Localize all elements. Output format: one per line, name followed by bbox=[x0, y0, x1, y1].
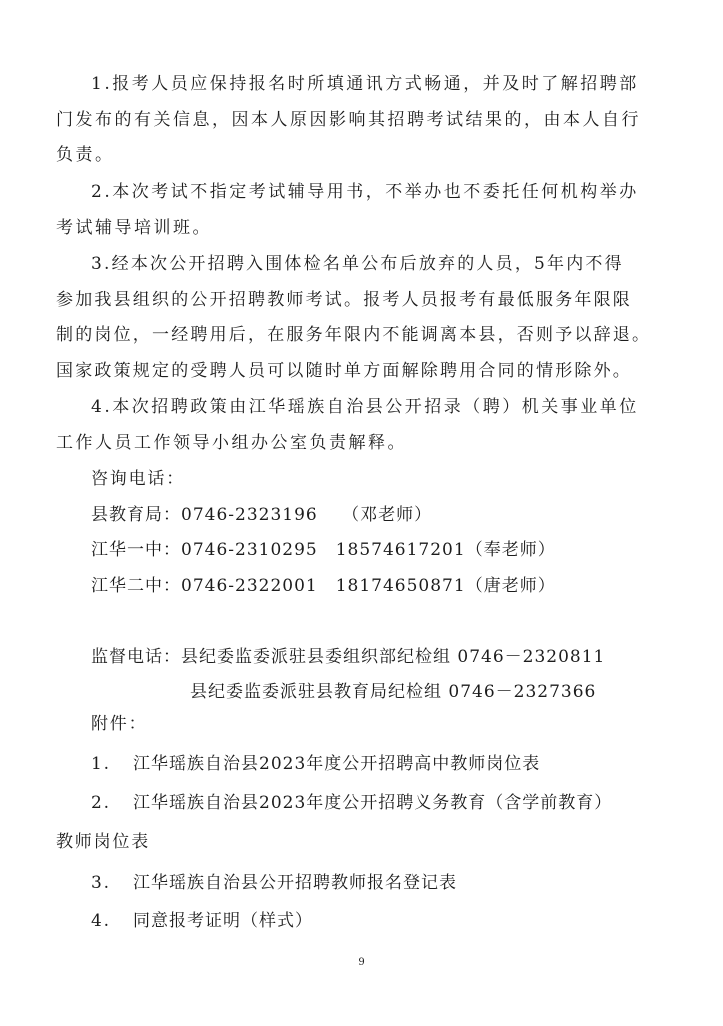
contact-jianghua-no1-middle-school: 江华一中：0746-2310295 18574617201（奉老师） bbox=[91, 540, 556, 560]
attachment-2-title-continued: 教师岗位表 bbox=[56, 832, 150, 852]
paragraph-1-line-2: 门发布的有关信息，因本人原因影响其招聘考试结果的，由本人自行 bbox=[56, 110, 641, 130]
paragraph-3-line-2: 参加我县组织的公开招聘教师考试。报考人员报考有最低服务年限限 bbox=[56, 290, 632, 310]
attachment-1-title: 江华瑶族自治县2023年度公开招聘高中教师岗位表 bbox=[133, 754, 541, 774]
attachment-3-title: 江华瑶族自治县公开招聘教师报名登记表 bbox=[133, 873, 457, 893]
paragraph-4-line-2: 工作人员工作领导小组办公室负责解释。 bbox=[56, 433, 407, 453]
consultation-label: 咨询电话： bbox=[91, 469, 185, 489]
contact-county-education-bureau: 县教育局：0746-2323196 （邓老师） bbox=[91, 505, 433, 525]
attachment-3-number: 3. bbox=[91, 873, 111, 893]
paragraph-3-line-4: 国家政策规定的受聘人员可以随时单方面解除聘用合同的情形除外。 bbox=[56, 361, 632, 381]
paragraph-3-line-3: 制的岗位，一经聘用后，在服务年限内不能调离本县，否则予以辞退。 bbox=[56, 325, 652, 345]
attachment-2-number: 2. bbox=[91, 793, 111, 813]
paragraph-2-line-1: 2.本次考试不指定考试辅导用书，不举办也不委托任何机构举办 bbox=[91, 182, 639, 202]
attachment-1-number: 1. bbox=[91, 754, 111, 774]
attachment-4-number: 4. bbox=[91, 911, 111, 931]
attachment-4-title: 同意报考证明（样式） bbox=[133, 911, 313, 931]
paragraph-4-line-1: 4.本次招聘政策由江华瑶族自治县公开招录（聘）机关事业单位 bbox=[91, 397, 639, 417]
paragraph-1-line-3: 负责。 bbox=[56, 145, 115, 165]
supervision-line-2: 县纪委监委派驻县教育局纪检组 0746－2327366 bbox=[190, 682, 597, 702]
page-number: 9 bbox=[358, 957, 365, 968]
paragraph-3-line-1: 3.经本次公开招聘入围体检名单公布后放弃的人员，5年内不得 bbox=[91, 254, 624, 274]
contact-jianghua-no2-middle-school: 江华二中：0746-2322001 18174650871（唐老师） bbox=[91, 576, 556, 596]
attachment-2-title: 江华瑶族自治县2023年度公开招聘义务教育（含学前教育） bbox=[133, 793, 613, 813]
paragraph-1-line-1: 1.报考人员应保持报名时所填通讯方式畅通，并及时了解招聘部 bbox=[91, 74, 639, 94]
attachments-label: 附件： bbox=[91, 714, 148, 734]
paragraph-2-line-2: 考试辅导培训班。 bbox=[56, 218, 212, 238]
supervision-line-1: 监督电话：县纪委监委派驻县委组织部纪检组 0746－2320811 bbox=[91, 647, 606, 667]
